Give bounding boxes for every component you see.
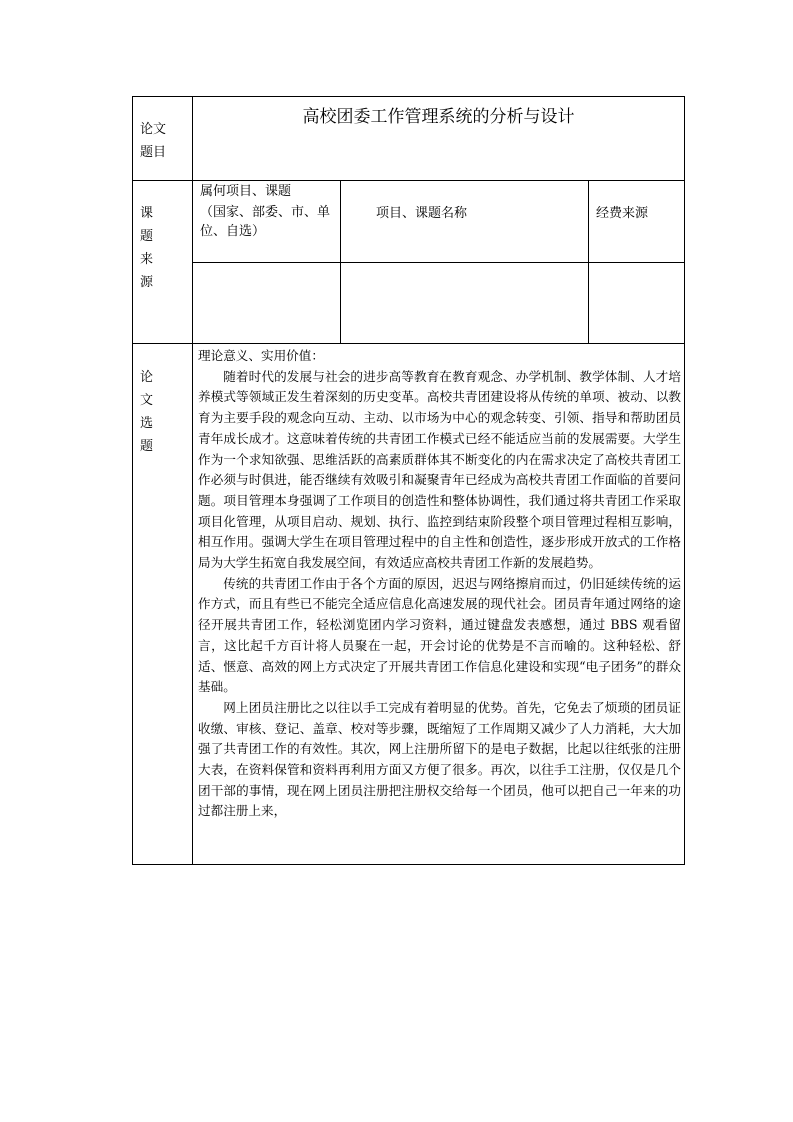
label-column-divider [192, 96, 193, 865]
topic-source-label: 课 题 来 源 [140, 206, 154, 290]
topic-paragraph-1: 随着时代的发展与社会的进步高等教育在教育观念、办学机制、教学体制、人才培养模式等领域正发生着深刻的历史变革。高校共青团建设将从传统的单项、被动、以教育为主要手段的观念向互动、主动、以市场为中心的观念转变、引领、指导和帮助团员青年成长成才。这意味着传统的共青团工作模式已经不能适应当前的发展需要。大学生作为一个求知欲强、思维活跃的高素质群体其不断变化的内在需求决定了高校共青团工作必须与时俱进，能否继续有效吸引和凝聚青年已经成为高校共青团工作面临的首要问题。项目管理本身强调了工作项目的创造性和整体协调性，我们通过将共青团工作采取项目化管理，从项目启动、规划、执行、监控到结束阶段整个项目管理过程相互影响，相互作用。强调大学生在项目管理过程中的自主性和创造性，逐步形成开放式的工作格局为大学生拓宽自我发展空间，有效适应高校共青团工作新的发展趋势。 [198, 368, 681, 571]
funding-source-header: 经费来源 [596, 206, 649, 221]
thesis-title-label: 论文 题目 [140, 122, 167, 160]
row-divider-source-inner [192, 262, 685, 263]
row-divider-title [132, 180, 685, 181]
affiliation-header-line3: 位、自选） [200, 224, 266, 239]
affiliation-header-line1: 属何项目、课题 [200, 184, 292, 199]
project-name-header: 项目、课题名称 [376, 206, 468, 221]
thesis-title: 高校团委工作管理系统的分析与设计 [302, 107, 575, 127]
project-name-value-cell[interactable] [346, 270, 582, 336]
affiliation-header-line2: （国家、部委、市、单 [200, 205, 331, 220]
funding-value-cell[interactable] [594, 270, 680, 336]
topic-paragraph-2: 传统的共青团工作由于各个方面的原因，迟迟与网络擦肩而过，仍旧延续传统的运作方式，而且有些已不能完全适应信息化高速发展的现代社会。团员青年通过网络的途径开展共青团工作，轻松浏览团内学习资料，通过键盘发表感想，通过 BBS 观看留言，这比起千方百计将人员聚在一起，开会讨论的优势是不言而喻的。这种轻松、舒适、惬意、高效的网上方式决定了开展共青团工作信息化建设和实现“电子团务”的群众基础。 [198, 575, 681, 695]
thesis-topic-label: 论 文 选 题 [140, 370, 154, 454]
row-divider-source [132, 343, 685, 344]
topic-heading: 理论意义、实用价值： [198, 348, 324, 363]
topic-paragraph-3: 网上团员注册比之以往以手工完成有着明显的优势。首先，它免去了烦琐的团员证收缴、审核、登记、盖章、校对等步骤，既缩短了工作周期又减少了人力消耗，大大加强了共青团工作的有效性。其次，网上注册所留下的是电子数据，比起以往纸张的注册大表，在资料保管和资料再利用方面又方便了很多。再次，以往手工注册，仅仅是几个团干部的事情，现在网上团员注册把注册权交给每一个团员，他可以把自己一年来的功过都注册上来， [198, 699, 681, 819]
affiliation-value-cell[interactable] [198, 270, 334, 336]
topic-body [198, 346, 681, 822]
